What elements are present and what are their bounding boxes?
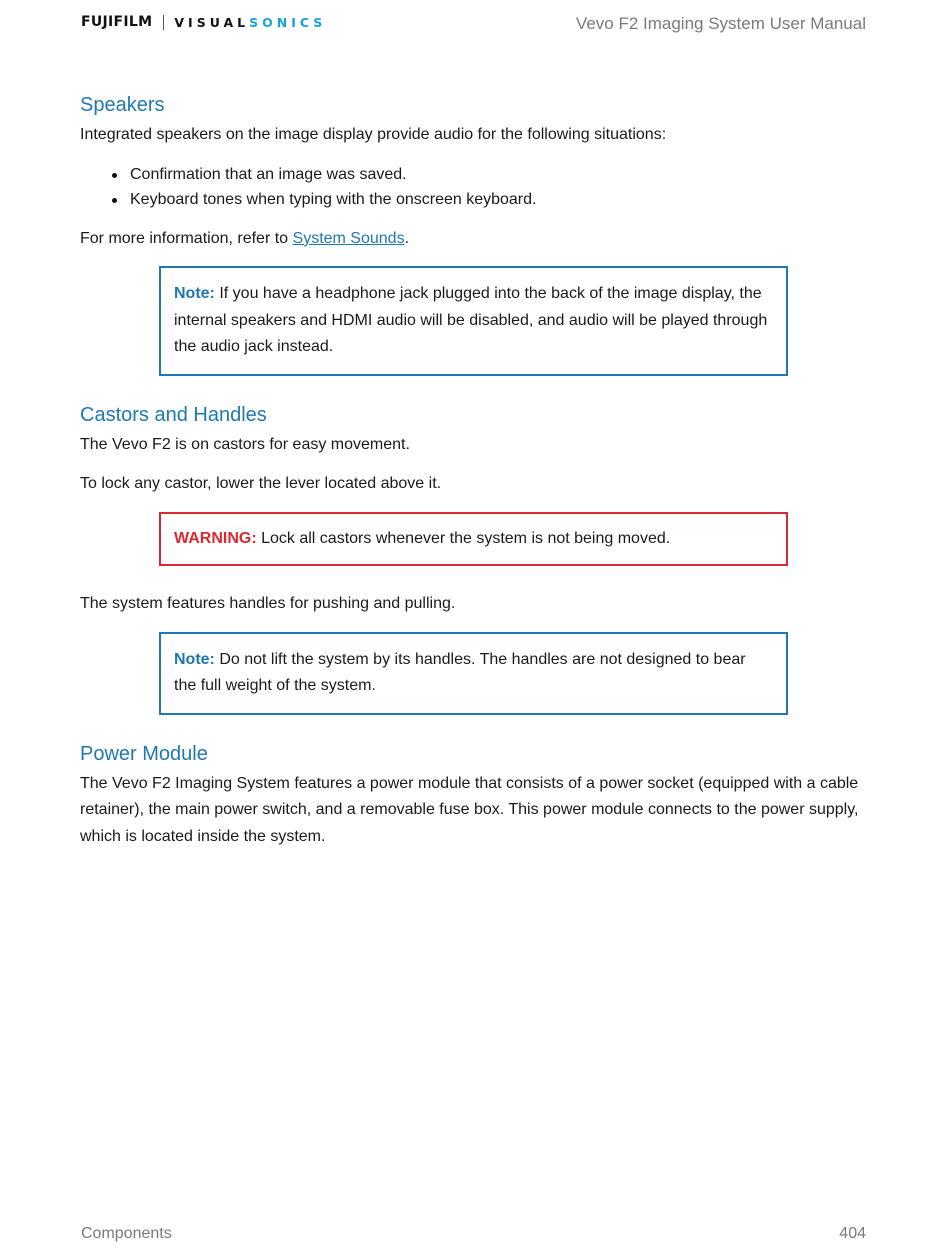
castors-para-movement: The Vevo F2 is on castors for easy movement. [80,435,410,453]
fujifilm-visualsonics-logo [81,13,326,31]
warning-text: Lock all castors whenever the system is not being moved. [256,529,671,547]
power-heading: Power Module [80,742,208,765]
castors-warning-box [159,512,788,567]
castors-para-handles: The system features handles for pushing and pulling. [80,595,456,612]
list-item-text: Confirmation that an image was saved. [130,165,407,183]
handles-note-box [159,632,788,715]
logo-visual: VISUAL [174,14,250,30]
more-info-prefix: For more information, refer to [80,229,293,247]
bullet-icon [112,173,117,178]
footer-section-name: Components [81,1225,172,1242]
logo-divider [163,15,164,30]
warning-label: WARNING: [174,529,257,547]
manual-title: Vevo F2 Imaging System User Manual [575,14,866,33]
power-section [80,741,870,851]
castors-warning [174,526,772,553]
more-info-suffix: . [404,229,410,247]
page-content [80,92,870,850]
note-label: Note: [174,650,215,668]
bullet-icon [112,198,117,203]
note-label: Note: [174,285,215,302]
speakers-note [174,281,772,361]
speakers-section [80,92,870,376]
speakers-heading: Speakers [80,94,165,116]
castors-para-lock: To lock any castor, lower the lever located above it. [80,475,442,492]
list-item [80,162,870,187]
speakers-bullet-list [80,162,870,212]
list-item [80,187,870,212]
castors-heading: Castors and Handles [80,403,267,426]
list-item-text: Keyboard tones when typing with the onscreen keyboard. [130,190,537,208]
page-header [0,0,950,60]
speakers-note-box [159,266,788,376]
castors-section [80,402,870,715]
speakers-intro: Integrated speakers on the image display provide audio for the following situations: [80,126,667,143]
page-number: 404 [839,1225,866,1242]
logo-brand: FUJIFILM [81,14,153,30]
more-info-paragraph [80,226,870,253]
note-text: Do not lift the system by its handles. The handles are not designed to bear the full weight of the system. [174,650,746,694]
logo-sonics: SONICS [249,14,327,30]
system-sounds-link[interactable]: System Sounds [292,229,405,247]
note-text: If you have a headphone jack plugged into the back of the image display, the internal speakers and HDMI audio will be disabled, and audio will be played through the audio jack instead. [174,285,768,355]
handles-note [174,647,772,700]
power-para: The Vevo F2 Imaging System features a power module that consists of a power socket (equipped with a cable retainer), the main power switch, and a removable fuse box. This power module connects to the power supply, which is located inside the system. [80,774,859,845]
